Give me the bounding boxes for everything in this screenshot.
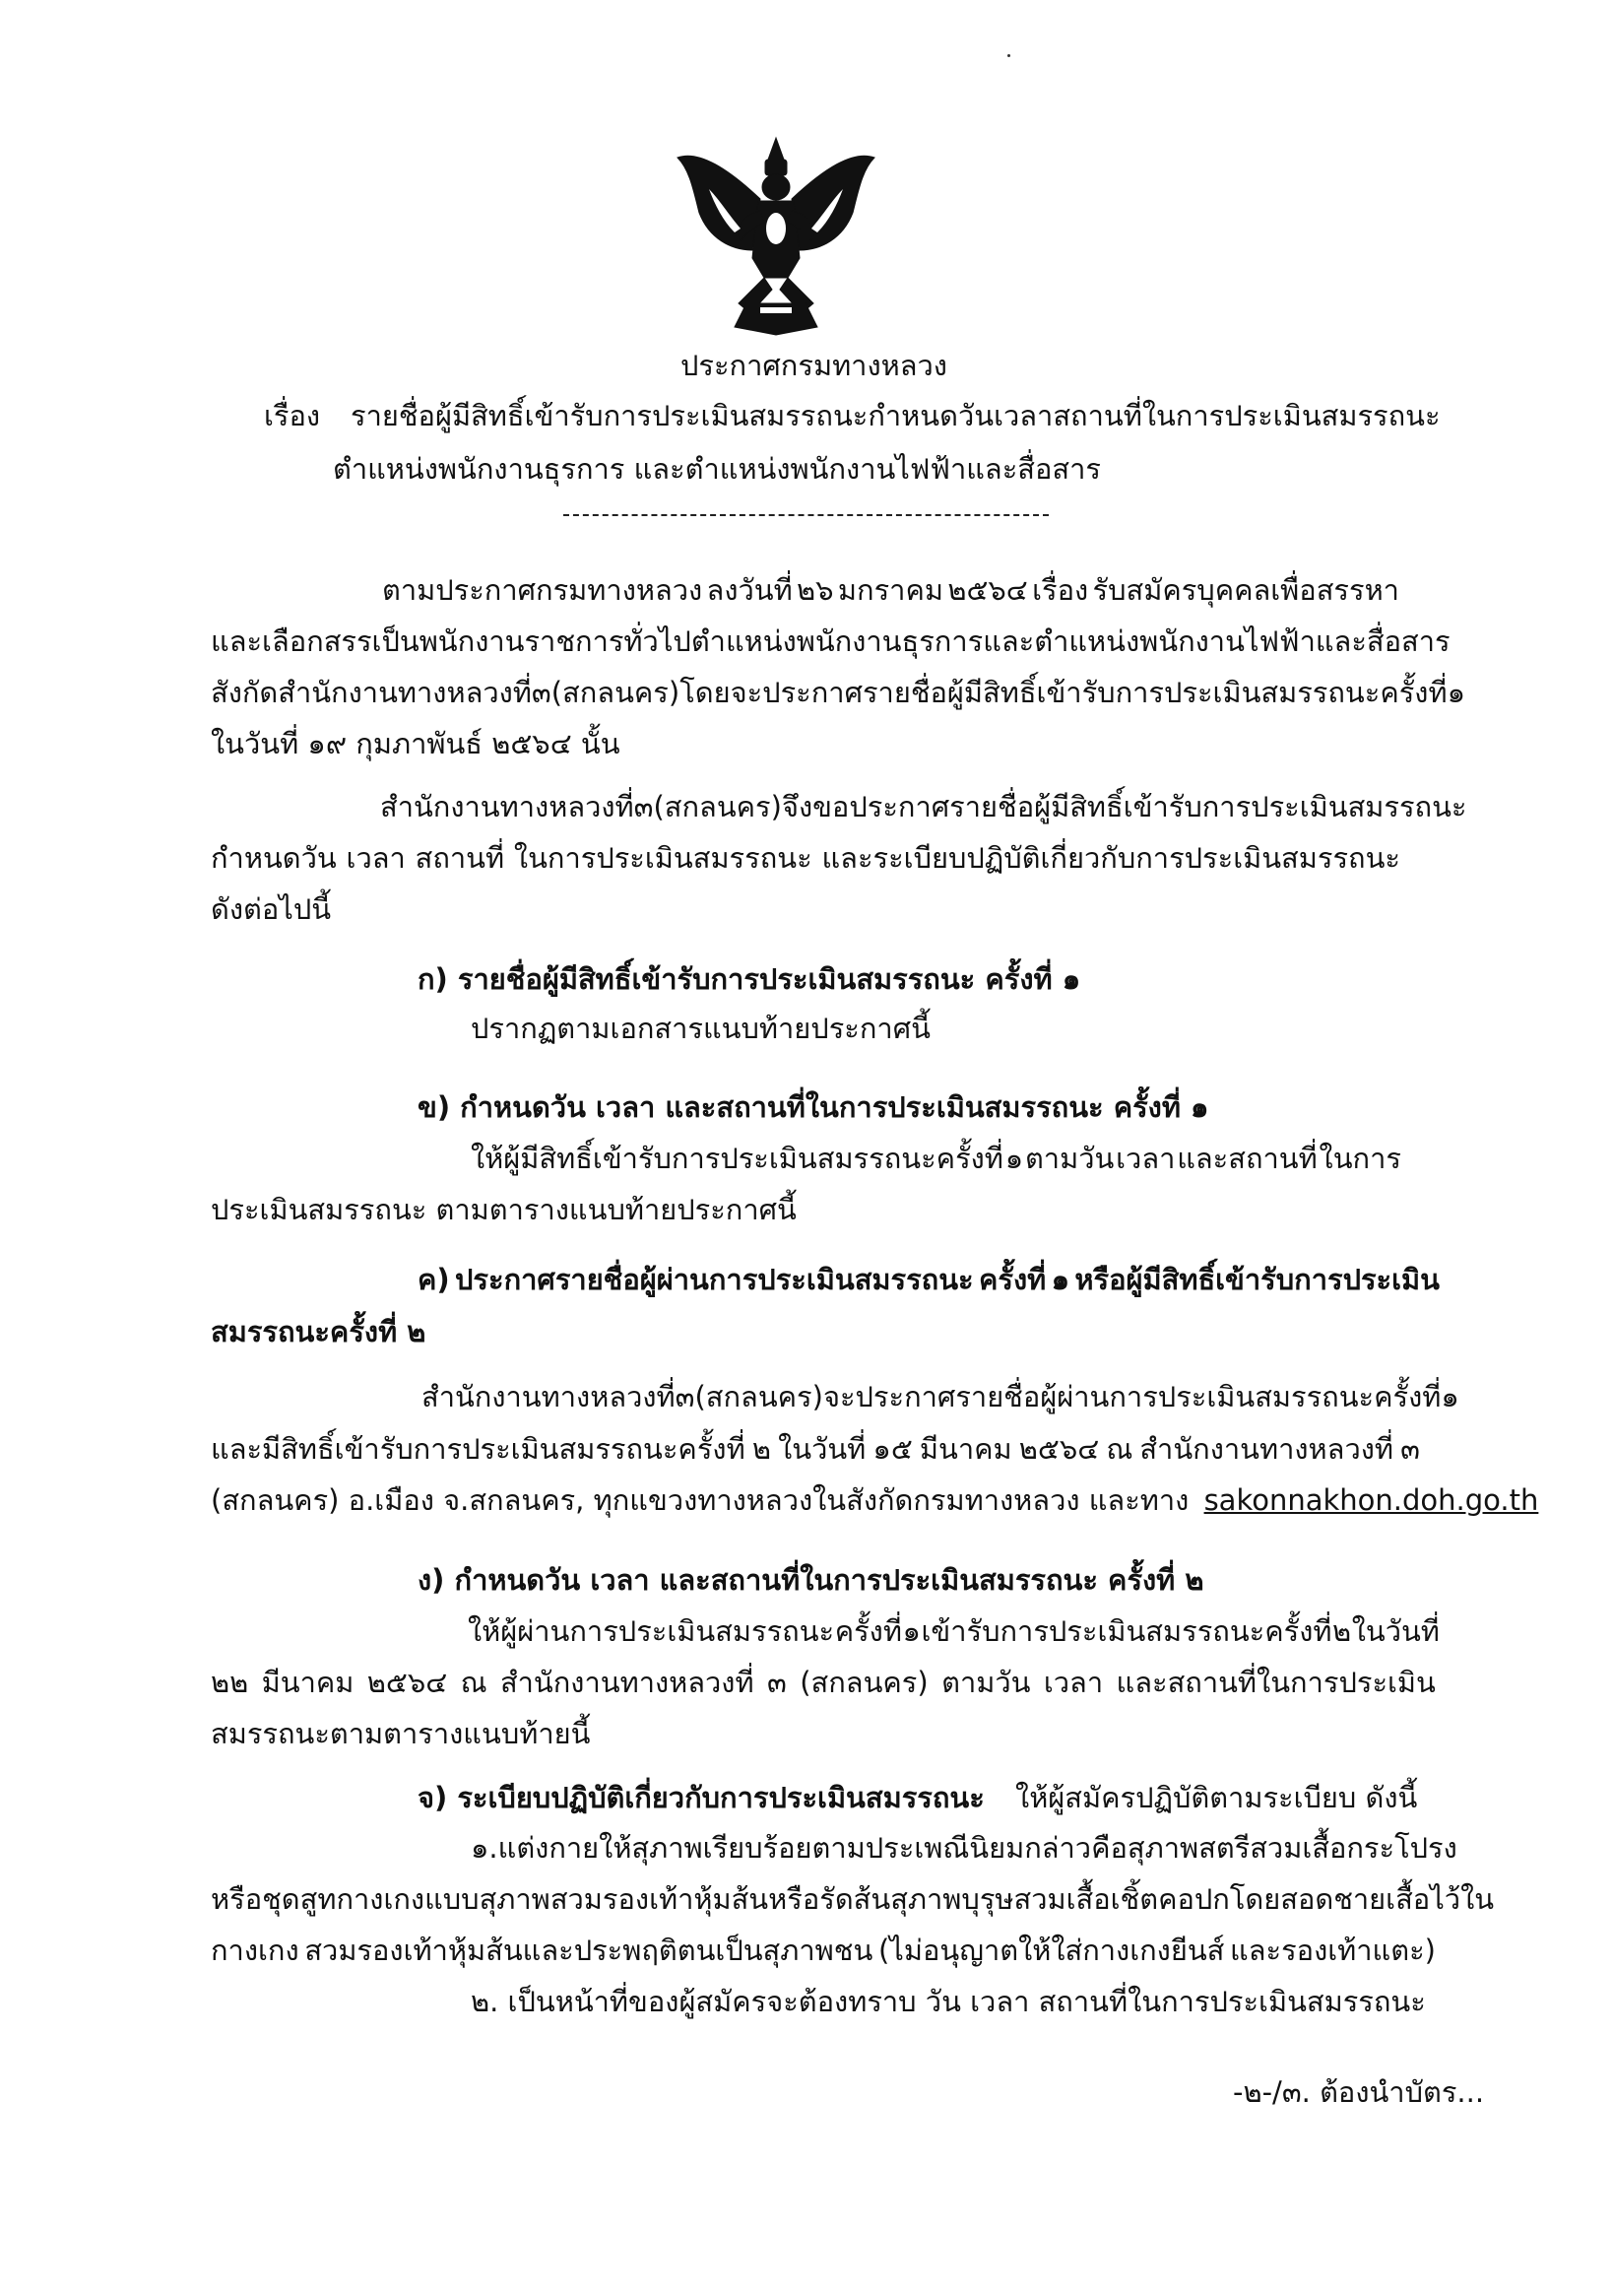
section-c-body-1: สำนักงานทางหลวงที่ ๓ (สกลนคร) จะประกาศรายชื่อผู้ผ่านการประเมินสมรรถนะครั้งที่ ๑ [421, 1380, 1459, 1413]
garuda-emblem-icon [670, 130, 882, 339]
subject-line-2: ตำแหน่งพนักงานธุรการ และตำแหน่งพนักงานไฟฟ้าและสื่อสาร [333, 452, 1101, 486]
section-a-heading: ก) รายชื่อผู้มีสิทธิ์เข้ารับการประเมินสมรรถนะ ครั้งที่ ๑ [418, 962, 1081, 996]
section-e-item-1: ๑. แต่งกายให้สุภาพเรียบร้อยตามประเพณีนิยม กล่าวคือ สุภาพสตรีสวมเสื้อกระโปรง [471, 1831, 1457, 1865]
para2-line-2: กำหนดวัน เวลา สถานที่ ในการประเมินสมรรถนะ และระเบียบปฏิบัติเกี่ยวกับการประเมินสมรรถนะ [211, 841, 1400, 875]
continuation-note: -๒-/๓. ต้องนำบัตร... [1233, 2075, 1485, 2109]
section-c-heading-1: ค) ประกาศรายชื่อผู้ผ่านการประเมินสมรรถนะ ครั้งที่ ๑ หรือผู้มีสิทธิ์เข้ารับการประเมิน [418, 1263, 1440, 1296]
section-d-body-1: ให้ผู้ผ่านการประเมินสมรรถนะ ครั้งที่ ๑ เข้ารับการประเมินสมรรถนะครั้งที่ ๒ ในวันที่ [468, 1614, 1440, 1648]
website-link[interactable]: sakonnakhon.doh.go.th [1203, 1483, 1539, 1517]
section-c-body-3 [211, 1483, 1539, 1517]
section-a-body: ปรากฏตามเอกสารแนบท้ายประกาศนี้ [471, 1012, 931, 1045]
section-d-body-2: ๒๒ มีนาคม ๒๕๖๔ ณ สำนักงานทางหลวงที่ ๓ (สกลนคร) ตามวัน เวลา และสถานที่ในการประเมิน [211, 1666, 1436, 1699]
section-d-heading: ง) กำหนดวัน เวลา และสถานที่ในการประเมินสมรรถนะ ครั้งที่ ๒ [418, 1563, 1204, 1597]
header-divider [563, 514, 1049, 516]
scan-speck [1007, 54, 1010, 57]
section-b-heading: ข) กำหนดวัน เวลา และสถานที่ในการประเมินสมรรถนะ ครั้งที่ ๑ [418, 1090, 1209, 1124]
section-d-body-3: สมรรถนะตามตารางแนบท้ายนี้ [211, 1717, 591, 1750]
agency-title: ประกาศกรมทางหลวง [680, 349, 947, 382]
section-e-heading-rest: ให้ผู้สมัครปฏิบัติตามระเบียบ ดังนี้ [1015, 1781, 1418, 1814]
para1-line-2: และเลือกสรรเป็นพนักงานราชการทั่วไป ตำแหน่งพนักงานธุรการ และตำแหน่งพนักงานไฟฟ้าและสื่อสาร [211, 624, 1451, 658]
section-c-body-3-text: (สกลนคร) อ.เมือง จ.สกลนคร, ทุกแขวงทางหลวงในสังกัดกรมทางหลวง และทาง [211, 1483, 1190, 1517]
section-c-body-2: และมีสิทธิ์เข้ารับการประเมินสมรรถนะครั้งที่ ๒ ในวันที่ ๑๕ มีนาคม ๒๕๖๔ ณ สำนักงานทางหลวงที่ ๓ [211, 1432, 1420, 1466]
para1-line-3: สังกัดสำนักงานทางหลวงที่ ๓ (สกลนคร) โดยจะประกาศรายชื่อผู้มีสิทธิ์เข้ารับการประเมินสมรรถนะครั้งที่ ๑ [211, 676, 1465, 709]
section-c-heading-2: สมรรถนะครั้งที่ ๒ [211, 1315, 426, 1348]
section-e-item-1-cont-1: หรือชุดสูทกางเกงแบบสุภาพ สวมรองเท้าหุ้มส้นหรือรัดส้น สุภาพบุรุษสวมเสื้อเชิ้ตคอปก โดยสอดชายเสื้อไว้ใน [211, 1882, 1495, 1916]
section-e-heading-line [418, 1781, 1418, 1814]
para1-line-4: ในวันที่ ๑๙ กุมภาพันธ์ ๒๕๖๔ นั้น [211, 727, 620, 760]
section-b-body-2: ประเมินสมรรถนะ ตามตารางแนบท้ายประกาศนี้ [211, 1193, 797, 1226]
subject-label: เรื่อง [264, 399, 321, 432]
para2-line-1: สำนักงานทางหลวงที่ ๓ (สกลนคร) จึงขอประกาศรายชื่อผู้มีสิทธิ์เข้ารับการประเมินสมรรถนะ [380, 790, 1467, 823]
section-e-item-1-cont-2: กางเกง สวมรองเท้าหุ้มส้นและประพฤติตนเป็นสุภาพชน (ไม่อนุญาตให้ใส่กางเกงยีนส์ และรองเท้าแตะ) [211, 1934, 1436, 1967]
subject-line-1: รายชื่อผู้มีสิทธิ์เข้ารับการประเมินสมรรถนะ กำหนด วัน เวลา สถานที่ในการประเมินสมรรถนะ [351, 399, 1441, 432]
para1-line-1: ตามประกาศกรมทางหลวง ลงวันที่ ๒๖ มกราคม ๒๕๖๔ เรื่อง รับสมัครบุคคลเพื่อสรรหา [382, 573, 1399, 607]
para2-line-3: ดังต่อไปนี้ [211, 892, 332, 926]
section-e-heading: จ) ระเบียบปฏิบัติเกี่ยวกับการประเมินสมรรถนะ [418, 1781, 985, 1814]
section-b-body-1: ให้ผู้มีสิทธิ์เข้ารับการประเมินสมรรถนะครั้งที่ ๑ ตามวัน เวลา และสถานที่ ในการ [471, 1142, 1401, 1175]
section-e-item-2: ๒. เป็นหน้าที่ของผู้สมัครจะต้องทราบ วัน เวลา สถานที่ในการประเมินสมรรถนะ [471, 1985, 1426, 2018]
